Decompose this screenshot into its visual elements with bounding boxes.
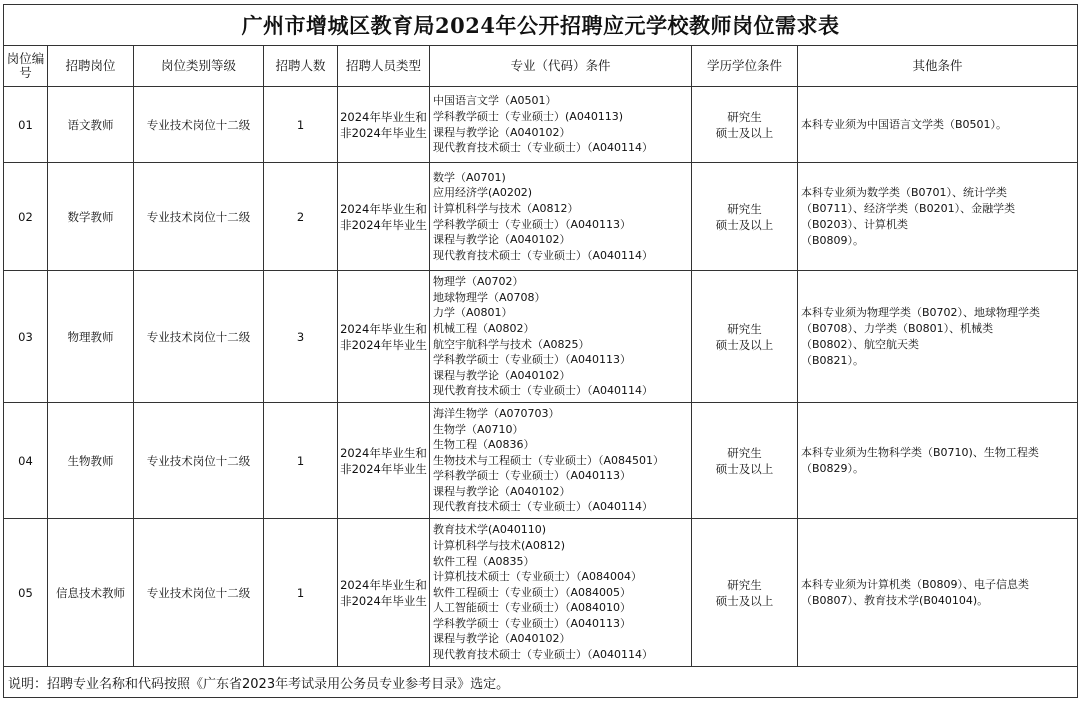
table-row	[4, 403, 1078, 519]
cell-post: 物理教师	[48, 271, 134, 403]
degree-line: 硕士及以上	[715, 337, 774, 352]
major-line: 课程与教学论（A040102）	[433, 125, 571, 139]
cell-type	[338, 87, 430, 163]
degree-line: 研究生	[727, 201, 762, 216]
other-line: （B0821）。	[801, 353, 865, 367]
header-cell-post: 招聘岗位	[48, 46, 134, 87]
cell-other	[798, 271, 1078, 403]
major-line: 计算机科学与技术(A0812)	[433, 538, 566, 552]
major-line: 现代教育技术硕士（专业硕士）（A040114）	[433, 248, 654, 262]
cell-count: 1	[264, 403, 338, 519]
type-line: 非2024年毕业生	[340, 593, 427, 608]
other-line: 本科专业须为生物科学类（B0710)、生物工程类	[801, 445, 1039, 459]
cell-other	[798, 87, 1078, 163]
major-line: 生物学（A0710）	[433, 422, 524, 436]
degree-line: 研究生	[727, 109, 762, 124]
type-line: 非2024年毕业生	[340, 461, 427, 476]
major-line: 人工智能硕士（专业硕士）（A084010）	[433, 601, 632, 615]
type-line: 2024年毕业生和	[340, 577, 427, 592]
major-line: 学科教学硕士（专业硕士）（A040113）	[433, 217, 632, 231]
cell-other	[798, 163, 1078, 271]
cell-count: 1	[264, 519, 338, 667]
type-line: 2024年毕业生和	[340, 321, 427, 336]
cell-count: 2	[264, 163, 338, 271]
cell-level: 专业技术岗位十二级	[134, 403, 264, 519]
type-line: 非2024年毕业生	[340, 125, 427, 140]
cell-major	[430, 87, 692, 163]
table-row	[4, 163, 1078, 271]
header-cell-major: 专业（代码）条件	[430, 46, 692, 87]
other-line: 本科专业须为中国语言文学类（B0501）。	[801, 117, 1008, 131]
header-cell-other: 其他条件	[798, 46, 1078, 87]
cell-level: 专业技术岗位十二级	[134, 87, 264, 163]
cell-count: 3	[264, 271, 338, 403]
major-line: 航空宇航科学与技术（A0825）	[433, 337, 590, 351]
degree-line: 研究生	[727, 321, 762, 336]
major-line: 物理学（A0702）	[433, 275, 524, 289]
major-line: 中国语言文学（A0501）	[433, 94, 557, 108]
cell-major	[430, 271, 692, 403]
major-line: 机械工程（A0802）	[433, 321, 535, 335]
major-line: 现代教育技术硕士（专业硕士）（A040114）	[433, 648, 654, 662]
cell-post: 语文教师	[48, 87, 134, 163]
other-line: （B0809）。	[801, 233, 865, 247]
header-cell-degree: 学历学位条件	[692, 46, 798, 87]
other-line: 本科专业须为数学类（B0701）、统计学类	[801, 185, 1008, 199]
major-line: 力学（A0801）	[433, 306, 513, 320]
major-line: 海洋生物学（A070703）	[433, 406, 560, 420]
major-line: 教育技术学(A040110)	[433, 523, 547, 537]
other-line: 本科专业须为物理学类（B0702）、地球物理学类	[801, 305, 1041, 319]
other-line: （B0802）、航空航天类	[801, 337, 920, 351]
cell-major	[430, 403, 692, 519]
major-line: 现代教育技术硕士（专业硕士）（A040114）	[433, 384, 654, 398]
header-row	[4, 46, 1078, 87]
type-line: 非2024年毕业生	[340, 217, 427, 232]
cell-level: 专业技术岗位十二级	[134, 519, 264, 667]
major-line: 学科教学硕士（专业硕士）（A040113）	[433, 616, 632, 630]
other-line: 本科专业须为计算机类（B0809）、电子信息类	[801, 577, 1030, 591]
other-line: （B0708）、力学类（B0801）、机械类	[801, 321, 994, 335]
other-line: （B0711）、经济学类（B0201）、金融学类	[801, 201, 1016, 215]
degree-line: 研究生	[727, 577, 762, 592]
header-cell-level: 岗位类别等级	[134, 46, 264, 87]
cell-degree	[692, 519, 798, 667]
cell-other	[798, 403, 1078, 519]
major-line: 课程与教学论（A040102）	[433, 632, 571, 646]
cell-degree	[692, 87, 798, 163]
cell-post: 数学教师	[48, 163, 134, 271]
major-line: 现代教育技术硕士（专业硕士）（A040114）	[433, 141, 654, 155]
cell-degree	[692, 163, 798, 271]
degree-line: 硕士及以上	[715, 461, 774, 476]
footnote: 说明：招聘专业名称和代码按照《广东省2023年考试录用公务员专业参考目录》选定。	[4, 667, 1078, 698]
cell-major	[430, 163, 692, 271]
table-row	[4, 271, 1078, 403]
major-line: 软件工程硕士（专业硕士）（A084005）	[433, 585, 632, 599]
type-line: 2024年毕业生和	[340, 201, 427, 216]
degree-line: 硕士及以上	[715, 125, 774, 140]
major-line: 应用经济学(A0202)	[433, 186, 533, 200]
cell-type	[338, 403, 430, 519]
major-line: 生物工程（A0836）	[433, 438, 535, 452]
cell-id: 04	[4, 403, 48, 519]
major-line: 课程与教学论（A040102）	[433, 368, 571, 382]
cell-degree	[692, 403, 798, 519]
header-cell-count: 招聘人数	[264, 46, 338, 87]
cell-id: 05	[4, 519, 48, 667]
cell-count: 1	[264, 87, 338, 163]
type-line: 非2024年毕业生	[340, 337, 427, 352]
type-line: 2024年毕业生和	[340, 109, 427, 124]
header-cell-type: 招聘人员类型	[338, 46, 430, 87]
major-line: 数学（A0701)	[433, 170, 506, 184]
page-title: 广州市增城区教育局2024年公开招聘应元学校教师岗位需求表	[4, 5, 1078, 46]
cell-level: 专业技术岗位十二级	[134, 163, 264, 271]
other-line: （B0829）。	[801, 461, 865, 475]
other-line: （B0807）、教育技术学(B040104)。	[801, 593, 989, 607]
cell-type	[338, 163, 430, 271]
table-row	[4, 519, 1078, 667]
major-line: 软件工程（A0835）	[433, 554, 535, 568]
degree-line: 硕士及以上	[715, 593, 774, 608]
major-line: 课程与教学论（A040102）	[433, 484, 571, 498]
major-line: 现代教育技术硕士（专业硕士）（A040114）	[433, 500, 654, 514]
cell-post: 生物教师	[48, 403, 134, 519]
major-line: 生物技术与工程硕士（专业硕士）（A084501）	[433, 453, 665, 467]
cell-post: 信息技术教师	[48, 519, 134, 667]
recruitment-table	[3, 4, 1078, 698]
other-line: （B0203）、计算机类	[801, 217, 909, 231]
cell-major	[430, 519, 692, 667]
major-line: 课程与教学论（A040102）	[433, 233, 571, 247]
cell-type	[338, 519, 430, 667]
degree-line: 研究生	[727, 445, 762, 460]
major-line: 地球物理学（A0708）	[433, 290, 546, 304]
cell-id: 02	[4, 163, 48, 271]
table-row	[4, 87, 1078, 163]
major-line: 学科教学硕士（专业硕士）（A040113）	[433, 469, 632, 483]
cell-id: 03	[4, 271, 48, 403]
major-line: 学科教学硕士（专业硕士）（A040113）	[433, 353, 632, 367]
cell-other	[798, 519, 1078, 667]
cell-degree	[692, 271, 798, 403]
degree-line: 硕士及以上	[715, 217, 774, 232]
cell-type	[338, 271, 430, 403]
cell-id: 01	[4, 87, 48, 163]
type-line: 2024年毕业生和	[340, 445, 427, 460]
major-line: 计算机科学与技术（A0812）	[433, 201, 579, 215]
cell-level: 专业技术岗位十二级	[134, 271, 264, 403]
header-cell-id: 岗位编号	[4, 46, 48, 87]
major-line: 计算机技术硕士（专业硕士）（A084004）	[433, 570, 643, 584]
major-line: 学科教学硕士（专业硕士）(A040113)	[433, 109, 624, 123]
